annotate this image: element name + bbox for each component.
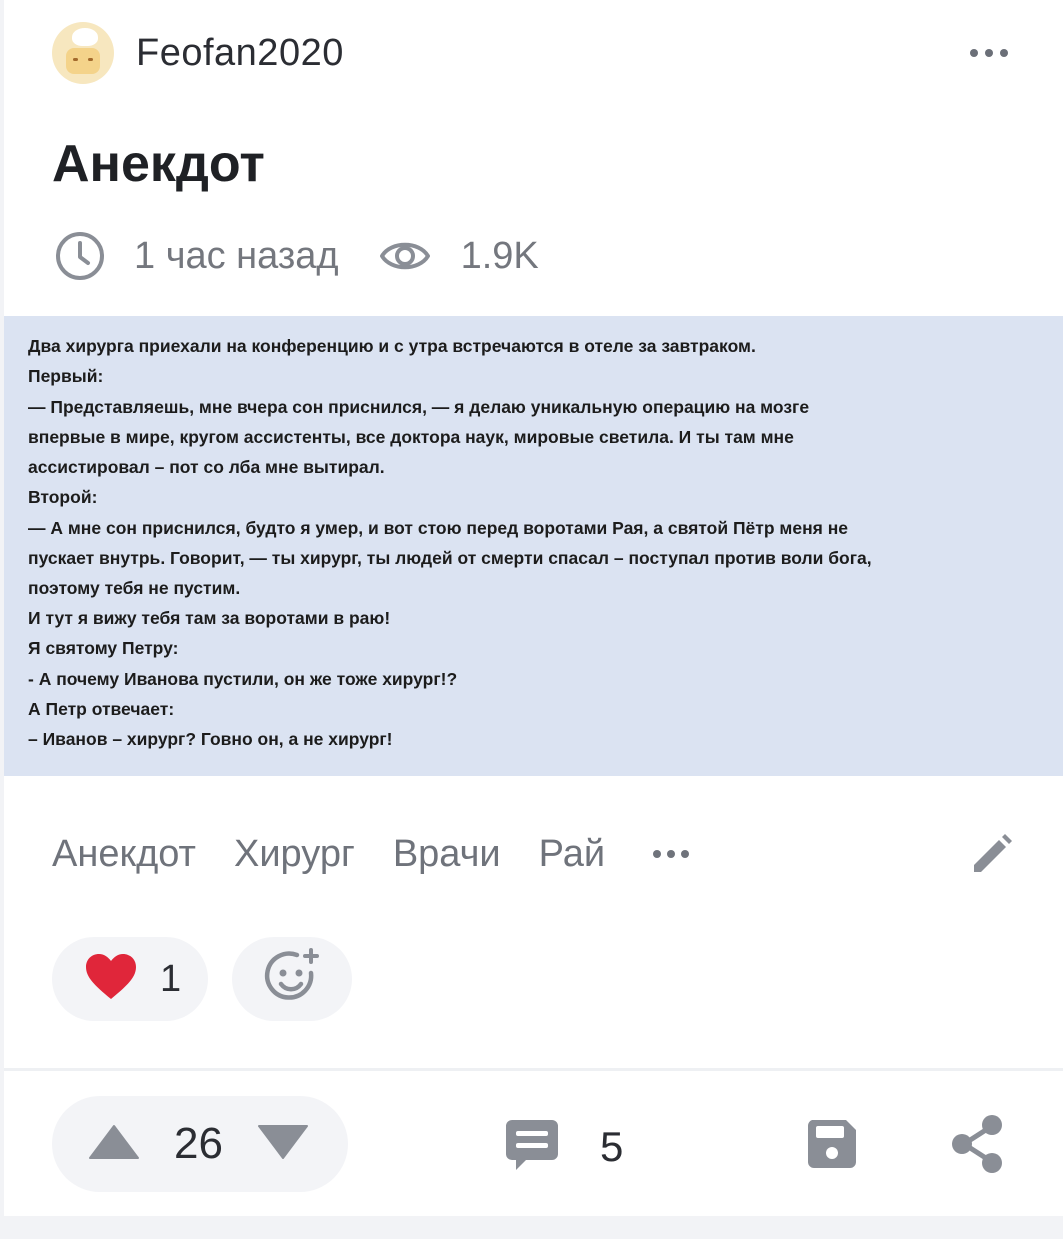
tag[interactable]: Рай: [538, 832, 606, 875]
tag-list: [52, 826, 689, 882]
joke-line: - А почему Иванова пустили, он же тоже хирург!?: [28, 669, 458, 689]
joke-line: Второй:: [28, 487, 98, 507]
more-icon[interactable]: [964, 38, 1014, 68]
share-icon[interactable]: [950, 1114, 1006, 1179]
joke-line: – Иванов – хирург? Говно он, а не хирург!: [28, 729, 393, 749]
joke-line: — А мне сон приснился, будто я умер, и вот стою перед воротами Рая, а святой Пётр меня не: [28, 518, 849, 538]
joke-line: И тут я вижу тебя там за воротами в раю!: [28, 608, 391, 628]
post-time: 1 час назад: [134, 234, 339, 277]
tag[interactable]: Анекдот: [52, 832, 196, 875]
author-row[interactable]: [52, 22, 344, 84]
rating-score: 26: [174, 1119, 223, 1168]
arrow-up-icon[interactable]: [88, 1124, 140, 1165]
joke-line: поэтому тебя не пустим.: [28, 578, 241, 598]
clock-icon: [54, 230, 106, 282]
arrow-down-icon[interactable]: [257, 1124, 309, 1165]
joke-line: А Петр отвечает:: [28, 699, 175, 719]
avatar[interactable]: [52, 22, 114, 84]
post-title[interactable]: Анекдот: [52, 135, 265, 193]
tag[interactable]: Врачи: [392, 832, 501, 875]
tag[interactable]: Хирург: [233, 832, 355, 875]
joke-line: — Представляешь, мне вчера сон приснился, — я делаю уникальную операцию на мозге: [28, 397, 810, 417]
heart-icon: [84, 953, 138, 1006]
add-reaction-button[interactable]: [232, 937, 352, 1021]
post-meta: [54, 226, 539, 286]
joke-line: Я святому Петру:: [28, 638, 179, 658]
save-icon[interactable]: [806, 1118, 858, 1175]
joke-line: впервые в мире, кругом ассистенты, все доктора наук, мировые светила. И ты там мне: [28, 427, 794, 447]
heart-reaction-button[interactable]: [52, 937, 208, 1021]
joke-line: ассистировал – пот со лба мне вытирал.: [28, 457, 385, 477]
divider: [4, 1068, 1063, 1071]
joke-line: Два хирурга приехали на конференцию и с утра встречаются в отеле за завтраком.: [28, 336, 756, 356]
comments-count: 5: [600, 1122, 624, 1170]
view-count: 1.9K: [460, 234, 539, 277]
joke-line: пускает внутрь. Говорит, — ты хирург, ты людей от смерти спасал – поступал против воли бога,: [28, 548, 872, 568]
post-card: [4, 0, 1063, 1216]
eye-icon: [379, 236, 431, 276]
joke-line: Первый:: [28, 366, 104, 386]
vote-control: [52, 1096, 348, 1192]
add-reaction-icon: [261, 946, 323, 1013]
reaction-count: 1: [160, 957, 182, 1000]
comment-icon: [504, 1116, 560, 1177]
more-tags-icon[interactable]: [653, 850, 689, 858]
joke-image[interactable]: [4, 316, 1063, 776]
author-name[interactable]: Feofan2020: [136, 31, 344, 74]
comments-button[interactable]: [504, 1116, 623, 1177]
edit-icon[interactable]: [966, 830, 1016, 880]
